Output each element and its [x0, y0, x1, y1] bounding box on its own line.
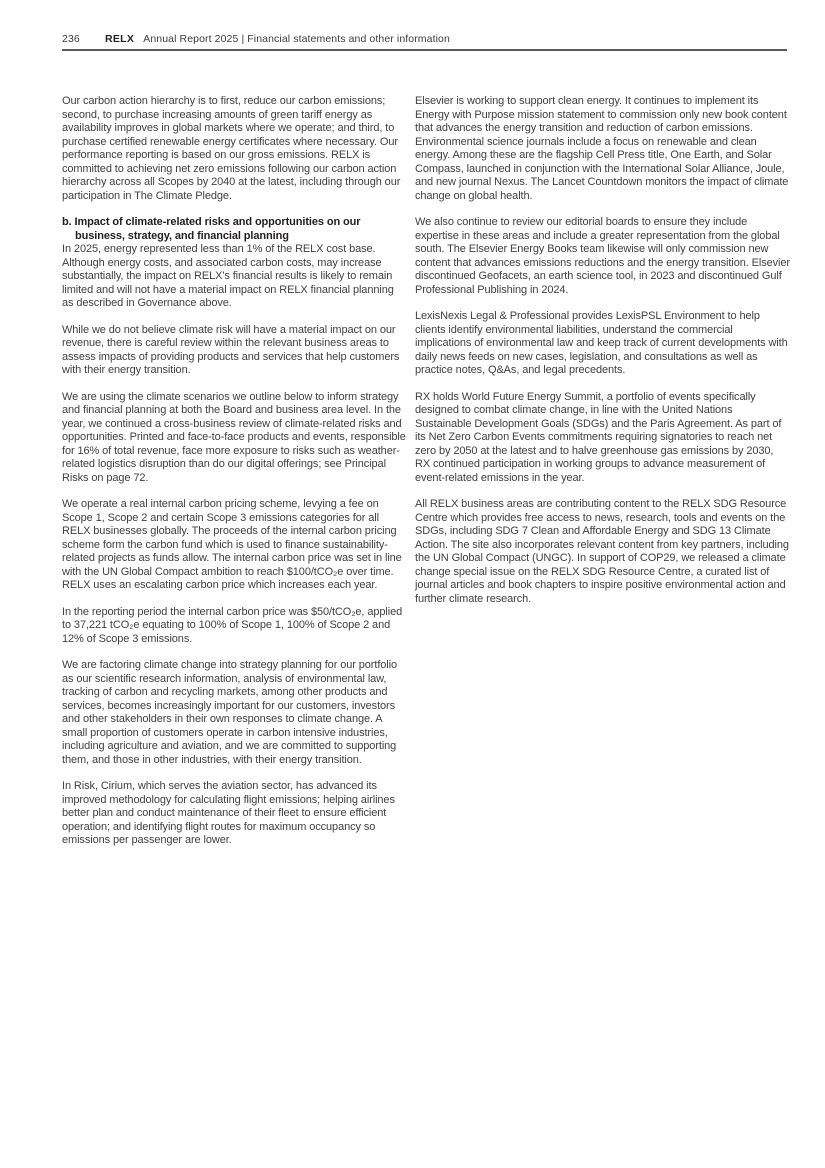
paragraph-energy-cost-base: In 2025, energy represented less than 1% of the RELX cost base. Although energy costs, and associated carbon costs, may increase substantially, the impact on RELX's financial results is likely to remain limited and will not have a material impact on RELX financial planning as described in Governance above.	[62, 243, 394, 309]
right-column	[415, 95, 790, 848]
page-header	[62, 33, 787, 45]
header-title: Annual Report 2025 | Financial statements and other information	[143, 33, 450, 45]
paragraph-lexisnexis: LexisNexis Legal & Professional provides LexisPSL Environment to help clients identify environmental liabilities, understand the commercial implications of environmental law and keep track of current developments with daily news feeds on new cases, legislation, and consultations as well as practice notes, Q&As, and legal precedents.	[415, 310, 788, 376]
paragraph-rx-energy-summit: RX holds World Future Energy Summit, a portfolio of events specifically designed to combat climate change, in line with the United Nations Sustainable Development Goals (SDGs) and the Paris Agreement. As part of its Net Zero Carbon Events commitments requiring signatories to reach net zero by 2050 at the latest and to halve greenhouse gas emissions by 2030, RX continued participation in working groups to advance measurement of event-related emissions in the year.	[415, 390, 782, 484]
paragraph-climate-risk-revenue: While we do not believe climate risk will have a material impact on our revenue, there is careful review within the relevant business areas to assess impacts of providing products and services that help customers with their energy transition.	[62, 323, 400, 376]
paragraph-sdg-resource-centre: All RELX business areas are contributing content to the RELX SDG Resource Centre which provides free access to news, research, tools and events on the SDGs, including SDG 7 Clean and Affordable Energy and SDG 13 Climate Action. The site also incorporates relevant content from key partners, including the UN Global Compact (UNGC). In support of COP29, we released a climate change special issue on the RELX SDG Resource Centre, a curated list of journal articles and book chapters to inspire positive environmental action and further climate research.	[415, 498, 789, 605]
content-columns	[62, 95, 790, 848]
left-column	[62, 95, 406, 848]
brand-logo-text: RELX	[105, 33, 135, 45]
paragraph-reporting-period-price: In the reporting period the internal carbon price was $50/tCO₂e, applied to 37,221 tCO₂e equating to 100% of Scope 1, 100% of Scope 2 and 12% of Scope 3 emissions.	[62, 605, 403, 645]
paragraph-climate-scenarios: We are using the climate scenarios we outline below to inform strategy and financial planning at both the Board and business area level. In the year, we continued a cross-business review of climate-related risks and opportunities. Printed and face-to-face products and events, responsible for 16% of total revenue, face more exposure to risks such as weather-related logistics disruption than do our digital offerings; see Principal Risks on page 72.	[62, 390, 406, 484]
header-rule	[62, 49, 787, 51]
paragraph-strategy-planning: We are factoring climate change into strategy planning for our portfolio as our scientific research information, analysis of environmental law, tracking of carbon and recycling markets, among other products and services, becomes increasingly important for our customers, investors and other stakeholders in their own responses to climate change. A small proportion of customers operate in carbon intensive industries, including agriculture and aviation, and we are committed to supporting them, and those in other industries, with their energy transition.	[62, 659, 398, 766]
paragraph-risk-cirium: In Risk, Cirium, which serves the aviation sector, has advanced its improved methodology for calculating flight emissions; helping airlines better plan and conduct maintenance of their fleet to ensure efficient operation; and identifying flight routes for maximum occupancy so emissions per passenger are lower.	[62, 780, 395, 846]
page-number: 236	[62, 33, 80, 45]
paragraph-elsevier-clean-energy: Elsevier is working to support clean energy. It continues to implement its Energy with Purpose mission statement to commission only new book content that advances the energy transition and reduction of carbon emissions. Environmental science journals include a focus on renewable and clean energy. Among these are the flagship Cell Press title, One Earth, and Solar Compass, launched in conjunction with the International Solar Alliance, Joule, and new journal Nexus. The Lancet Countdown monitors the impact of climate change on global health.	[415, 95, 789, 202]
paragraph-editorial-boards: We also continue to review our editorial boards to ensure they include expertise in these areas and include a greater representation from the global south. The Elsevier Energy Books team likewise will only commission new content that advances emissions reductions and the energy transition. Elsevier discontinued Geofacets, an earth science tool, in 2023 and discontinued Gulf Professional Publishing in 2024.	[415, 216, 790, 296]
paragraph-carbon-hierarchy: Our carbon action hierarchy is to first, reduce our carbon emissions; second, to purchase increasing amounts of green tariff energy as availability improves in global markets where we operate; and third, to purchase certified renewable energy certificates where necessary. Our performance reporting is based on our gross emissions. RELX is committed to achieving net zero emissions following our carbon action hierarchy across all Scopes by 2040 at the latest, including through our participation in The Climate Pledge.	[62, 95, 401, 202]
section-heading-impact: b. Impact of climate-related risks and opportunities on our business, strategy, and financial planning	[62, 216, 361, 242]
paragraph-carbon-pricing-scheme: We operate a real internal carbon pricing scheme, levying a fee on Scope 1, Scope 2 and certain Scope 3 emissions categories for all RELX businesses globally. The proceeds of the internal carbon pricing scheme form the carbon fund which is used to finance sustainability-related projects as funds allow. The internal carbon price was set in line with the UN Global Compact ambition to reach $100/tCO₂e over time. RELX uses an escalating carbon price which increases each year.	[62, 498, 402, 591]
